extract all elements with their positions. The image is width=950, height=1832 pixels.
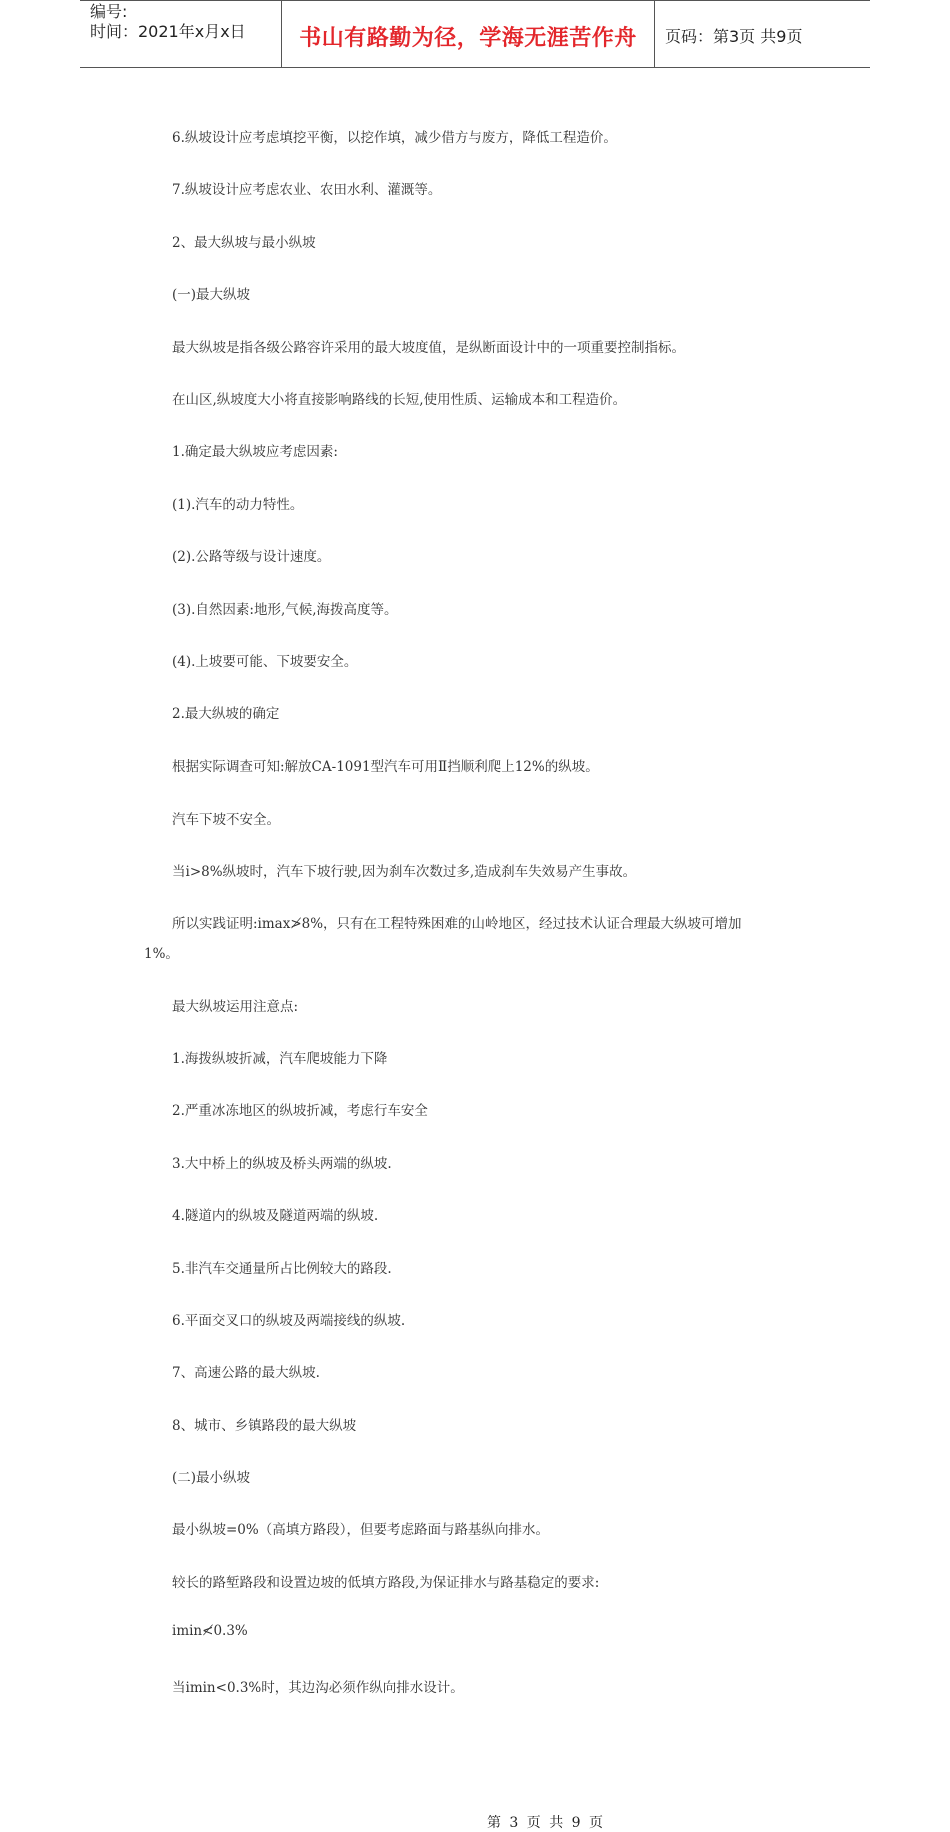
paragraph: 最小纵坡=0%（高填方路段），但要考虑路面与路基纵向排水。 — [172, 1522, 549, 1538]
paragraph: 最大纵坡是指各级公路容许采用的最大坡度值，是纵断面设计中的一项重要控制指标。 — [172, 340, 685, 356]
paragraph: 当i>8%纵坡时，汽车下坡行驶,因为刹车次数过多,造成刹车失效易产生事故。 — [172, 864, 637, 880]
list-item: 8、城市、乡镇路段的最大纵坡 — [172, 1418, 357, 1434]
paragraph: 7.纵坡设计应考虑农业、农田水利、灌溉等。 — [172, 182, 442, 198]
paragraph: 汽车下坡不安全。 — [172, 812, 280, 828]
page-header — [80, 0, 870, 68]
list-item: 2.严重冰冻地区的纵坡折减，考虑行车安全 — [172, 1103, 428, 1119]
paragraph: 较长的路堑路段和设置边坡的低填方路段,为保证排水与路基稳定的要求: — [172, 1575, 600, 1591]
list-item: 4.隧道内的纵坡及隧道两端的纵坡. — [172, 1208, 379, 1224]
paragraph: 最大纵坡运用注意点: — [172, 999, 299, 1015]
list-item: 1.海拨纵坡折减，汽车爬坡能力下降 — [172, 1051, 388, 1067]
list-item: (1).汽车的动力特性。 — [172, 497, 304, 513]
paragraph: 在山区,纵坡度大小将直接影响路线的长短,使用性质、运输成本和工程造价。 — [172, 392, 627, 408]
list-item: 7、高速公路的最大纵坡. — [172, 1365, 320, 1381]
page-footer: 第 3 页 共 9 页 — [486, 1815, 604, 1831]
number-label: 编号: — [90, 2, 128, 21]
list-item: (2).公路等级与设计速度。 — [172, 549, 331, 565]
paragraph: 6.纵坡设计应考虑填挖平衡，以挖作填，减少借方与废方，降低工程造价。 — [172, 130, 617, 146]
paragraph-continuation: 1%。 — [144, 946, 179, 962]
header-page-label: 页码：第3页 共9页 — [665, 27, 803, 46]
formula: imin≮0.3% — [172, 1623, 248, 1639]
paragraph: 根据实际调查可知:解放CA-1091型汽车可用Ⅱ挡顺利爬上12%的纵坡。 — [172, 759, 599, 775]
header-motto: 书山有路勤为径，学海无涯苦作舟 — [281, 1, 655, 68]
header-meta — [80, 1, 281, 68]
list-item: (3).自然因素:地形,气候,海拨高度等。 — [172, 602, 398, 618]
paragraph: 所以实践证明:imax≯8%，只有在工程特殊困难的山岭地区，经过技术认证合理最大纵坡可增加 — [172, 916, 742, 932]
list-item: 3.大中桥上的纵坡及桥头两端的纵坡. — [172, 1156, 392, 1172]
list-item: (4).上坡要可能、下坡要安全。 — [172, 654, 358, 670]
list-item: 5.非汽车交通量所占比例较大的路段. — [172, 1261, 392, 1277]
subsection-heading: (一)最大纵坡 — [172, 287, 251, 303]
list-item: 6.平面交叉口的纵坡及两端接线的纵坡. — [172, 1313, 406, 1329]
paragraph: 1.确定最大纵坡应考虑因素: — [172, 444, 338, 460]
time-label: 时间：2021年x月x日 — [90, 22, 246, 41]
paragraph: 当imin<0.3%时，其边沟必须作纵向排水设计。 — [172, 1680, 464, 1696]
paragraph: 2.最大纵坡的确定 — [172, 706, 280, 722]
subsection-heading: (二)最小纵坡 — [172, 1470, 251, 1486]
section-heading: 2、最大纵坡与最小纵坡 — [172, 235, 316, 251]
